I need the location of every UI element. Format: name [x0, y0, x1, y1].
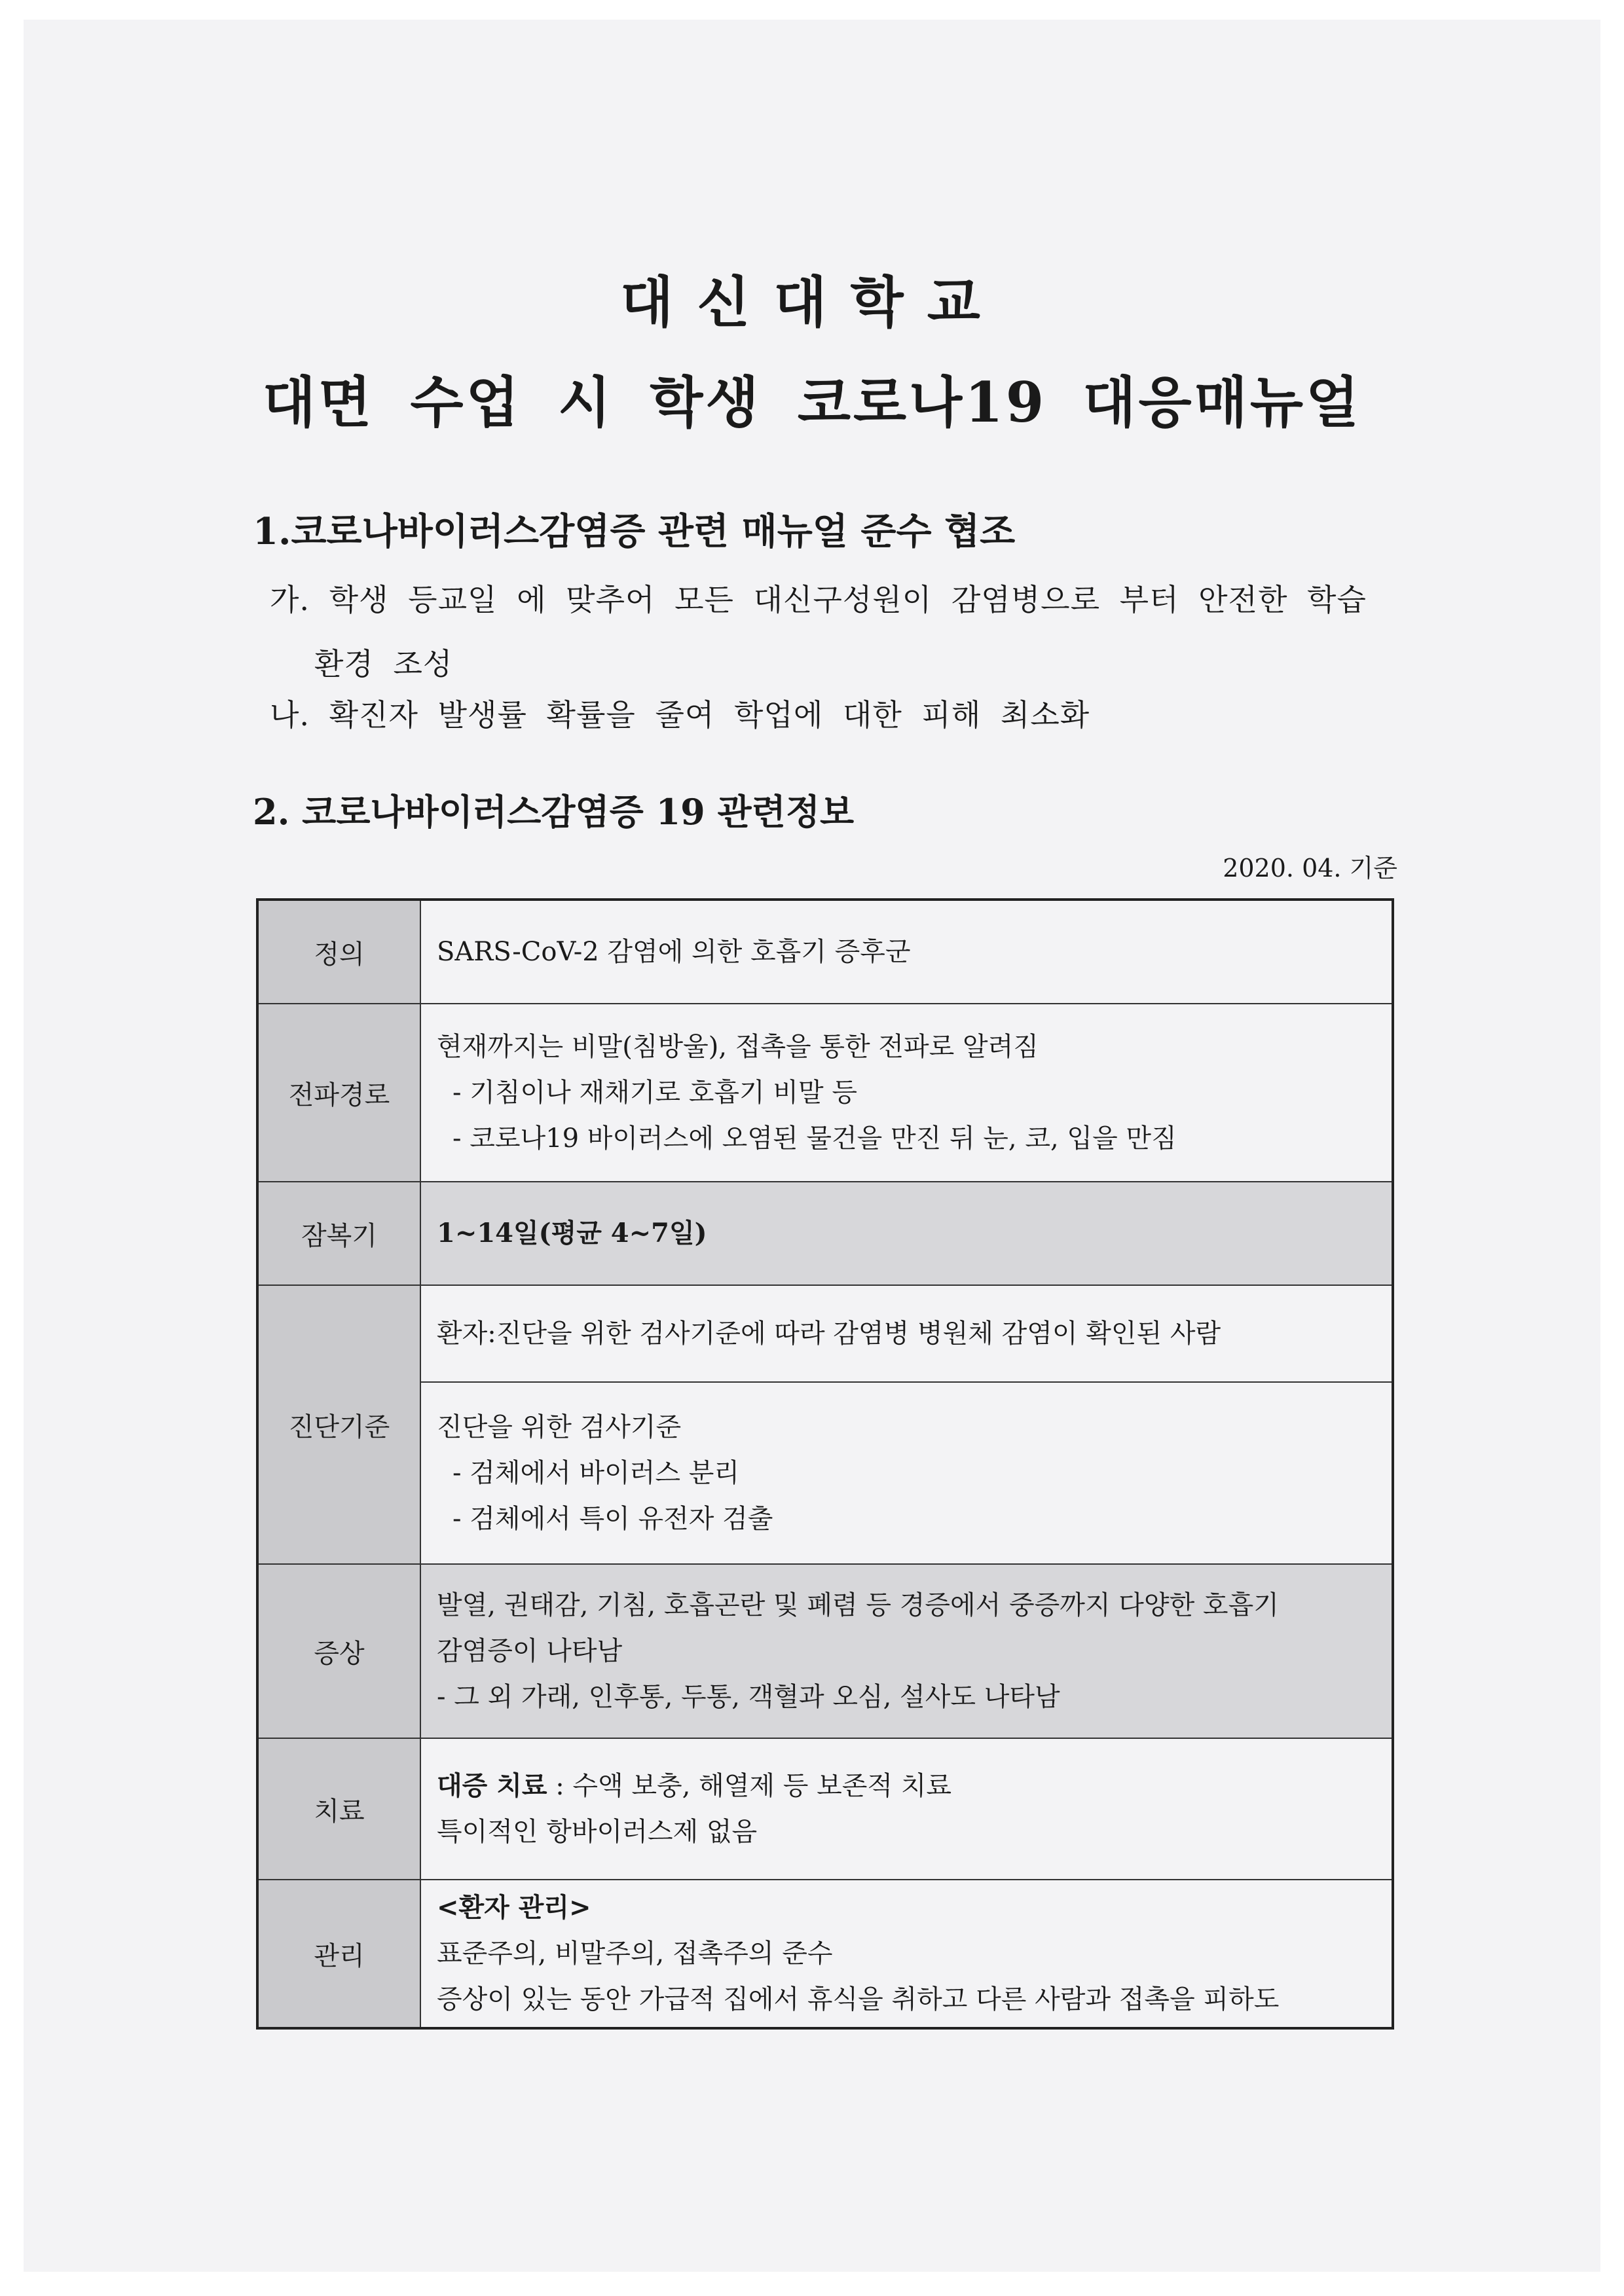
section1-item-a-line1: 가. 학생 등교일 에 맞추어 모든 대신구성원이 감염병으로 부터 안전한 학습 — [270, 582, 1367, 617]
table-row-symptoms — [257, 1564, 1393, 1738]
management-line1: <환자 관리> — [437, 1892, 591, 1923]
diagnosis-patient: 환자:진단을 위한 검사기준에 따라 감염병 병원체 감염이 확인된 사람 — [420, 1285, 1393, 1382]
table-row-incubation — [257, 1182, 1393, 1285]
label-definition: 정의 — [257, 900, 420, 1004]
table-row-diagnosis-criteria — [257, 1382, 1393, 1564]
treatment-line1 — [437, 1763, 1376, 1809]
table-row-route — [257, 1004, 1393, 1182]
diagnosis-line1: 진단을 위한 검사기준 — [437, 1412, 682, 1442]
label-route: 전파경로 — [257, 1004, 420, 1182]
university-title: 대신대학교 — [620, 270, 1004, 335]
label-diagnosis: 진단기준 — [257, 1285, 420, 1564]
table-row-management — [257, 1880, 1393, 2028]
table-row-definition — [257, 900, 1393, 1004]
treatment-content — [420, 1738, 1393, 1880]
diagnosis-criteria — [420, 1382, 1393, 1564]
route-line3: - 코로나19 바이러스에 오염된 물건을 만진 뒤 눈, 코, 입을 만짐 — [452, 1123, 1177, 1154]
symptoms-content — [420, 1564, 1393, 1738]
section1-item-a-line2: 환경 조성 — [314, 646, 453, 682]
route-content — [420, 1004, 1393, 1182]
management-line2: 표준주의, 비말주의, 접촉주의 준수 — [437, 1939, 833, 1969]
section1-item-b: 나. 확진자 발생률 확률을 줄여 학업에 대한 피해 최소화 — [270, 697, 1090, 733]
label-symptoms: 증상 — [257, 1564, 420, 1738]
label-treatment: 치료 — [257, 1738, 420, 1880]
symptoms-line2: 감염증이 나타남 — [437, 1636, 623, 1666]
treatment-bold: 대증 치료 — [437, 1770, 547, 1801]
route-line1: 현재까지는 비말(침방울), 접촉을 통한 전파로 알려짐 — [437, 1032, 1039, 1062]
definition-text: SARS-CoV-2 감염에 의한 호흡기 증후군 — [420, 900, 1393, 1004]
management-content — [420, 1880, 1393, 2028]
symptoms-line1: 발열, 권태감, 기침, 호흡곤란 및 폐렴 등 경증에서 중증까지 다양한 호흡기 — [437, 1590, 1279, 1620]
diagnosis-line3: - 검체에서 특이 유전자 검출 — [452, 1504, 773, 1534]
treatment-line1-rest: : 수액 보충, 해열제 등 보존적 치료 — [547, 1771, 952, 1801]
management-line3: 증상이 있는 동안 가급적 집에서 휴식을 취하고 다른 사람과 접촉을 피하도 — [437, 1984, 1280, 2014]
section1-heading: 1.코로나바이러스감염증 관련 매뉴얼 준수 협조 — [253, 510, 1016, 553]
label-incubation: 잠복기 — [257, 1182, 420, 1285]
table-row-diagnosis-patient — [257, 1285, 1393, 1382]
table-row-treatment — [257, 1738, 1393, 1880]
symptoms-line3: - 그 외 가래, 인후통, 두통, 객혈과 오심, 설사도 나타남 — [437, 1682, 1060, 1712]
reference-date: 2020. 04. 기준 — [1223, 854, 1397, 883]
label-management: 관리 — [257, 1880, 420, 2028]
diagnosis-line2: - 검체에서 바이러스 분리 — [452, 1458, 740, 1488]
section2-heading: 2. 코로나바이러스감염증 19 관련정보 — [253, 791, 855, 833]
route-line2: - 기침이나 재채기로 호흡기 비말 등 — [452, 1078, 858, 1108]
treatment-line2: 특이적인 항바이러스제 없음 — [437, 1817, 758, 1847]
covid-info-table — [256, 898, 1394, 2030]
document-title: 대면 수업 시 학생 코로나19 대응매뉴얼 — [262, 370, 1362, 435]
incubation-text: 1~14일(평균 4~7일) — [420, 1182, 1393, 1285]
